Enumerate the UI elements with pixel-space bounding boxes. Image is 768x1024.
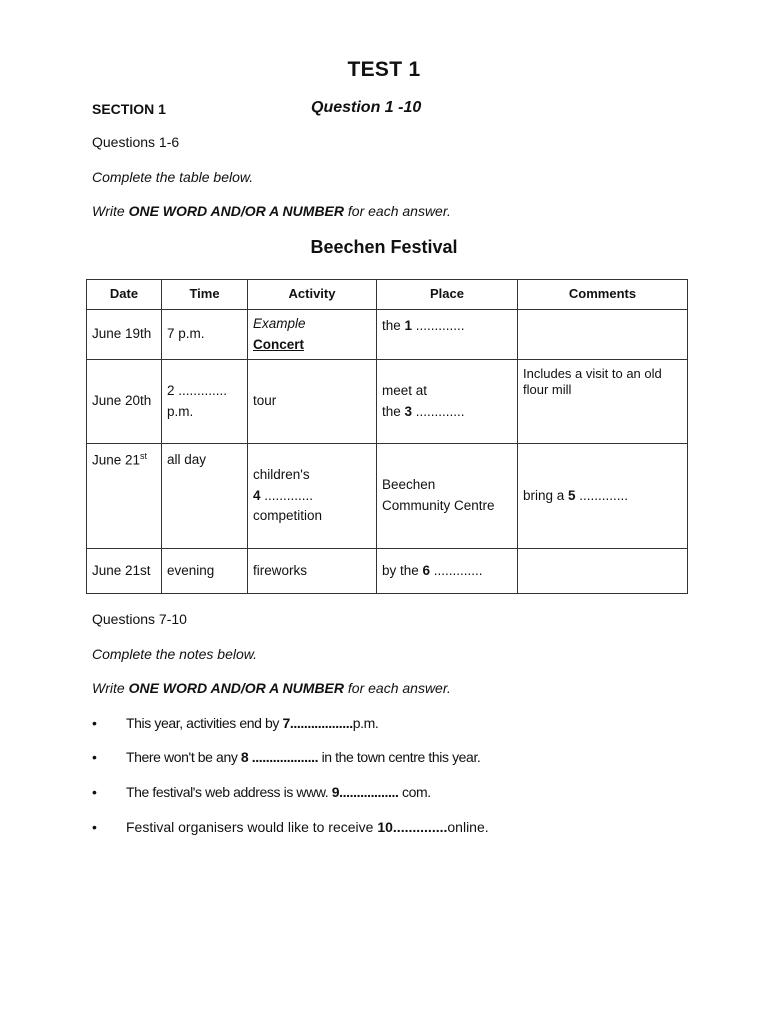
cell-time: [162, 360, 248, 444]
answer-blank-10: ..............: [392, 819, 448, 835]
bullet-icon: •: [92, 749, 97, 765]
write-bold: ONE WORD AND/OR A NUMBER: [128, 680, 344, 696]
question-number-7: 7: [282, 715, 290, 731]
answer-blank-7: ..................: [289, 715, 353, 731]
question-number-9: 9: [331, 784, 340, 800]
note-pre: Festival organisers would like to receive: [126, 819, 378, 835]
notes-instruction: Complete the notes below.: [92, 646, 257, 662]
word-limit-instruction-2: [92, 680, 451, 696]
word-limit-instruction-1: [92, 203, 451, 219]
question-number-6: 6: [422, 562, 431, 578]
cell-activity: fireworks: [248, 549, 377, 594]
answer-blank-5: .............: [575, 487, 629, 503]
cell-activity: tour: [248, 360, 377, 444]
cell-activity: [248, 444, 377, 549]
place-pre: by the: [382, 562, 423, 578]
place-pre: the: [382, 318, 405, 333]
questions-7-10-label: Questions 7-10: [92, 611, 187, 627]
cell-date: June 21st: [87, 549, 162, 594]
note-item: [92, 784, 431, 800]
cell-comments: [518, 310, 688, 360]
activity-line-3: competition: [253, 508, 323, 524]
table-title: Beechen Festival: [310, 237, 458, 257]
cell-comments: [518, 444, 688, 549]
question-number-8: 8: [240, 749, 249, 765]
answer-blank-4: .............: [260, 487, 314, 503]
cell-place: [377, 310, 518, 360]
festival-table: [86, 279, 688, 594]
activity-line-1: children's: [253, 466, 310, 482]
test-title: TEST 1: [347, 58, 421, 81]
answer-blank-9: .................: [339, 784, 399, 800]
bullet-icon: •: [92, 819, 97, 835]
section-label: SECTION 1: [92, 101, 166, 117]
question-number-1: 1: [404, 318, 413, 333]
date-main: June 21: [92, 452, 141, 468]
cell-activity: [248, 310, 377, 360]
write-post: for each answer.: [344, 680, 451, 696]
write-pre: Write: [92, 203, 129, 219]
cell-comments: [518, 549, 688, 594]
table-row: [87, 549, 688, 594]
note-item: [92, 749, 480, 765]
cell-time: 7 p.m.: [162, 310, 248, 360]
table-row: [87, 444, 688, 549]
time-suffix: p.m.: [167, 403, 194, 419]
note-post: online.: [447, 819, 489, 835]
example-label: Example: [253, 315, 306, 331]
bullet-icon: •: [92, 784, 97, 800]
note-post: p.m.: [352, 715, 379, 731]
answer-blank-3: .............: [412, 403, 465, 419]
write-bold: ONE WORD AND/OR A NUMBER: [128, 203, 344, 219]
answer-blank-2: .............: [174, 382, 228, 398]
note-pre: The festival's web address is www.: [126, 784, 332, 800]
note-item: [92, 715, 378, 731]
place-line-1: meet at: [382, 382, 428, 398]
header-time: Time: [162, 280, 248, 310]
place-line-1: Beechen: [382, 477, 436, 493]
comments-pre: bring a: [523, 487, 569, 503]
note-post: com.: [398, 784, 431, 800]
question-number-2: 2: [167, 382, 175, 398]
question-number-4: 4: [253, 487, 261, 503]
question-number-3: 3: [404, 403, 413, 419]
note-item: [92, 819, 489, 835]
example-answer: Concert: [253, 336, 305, 352]
cell-date: June 20th: [87, 360, 162, 444]
answer-blank-8: ...................: [248, 749, 319, 765]
place-pre: the: [382, 403, 405, 419]
table-row: [87, 310, 688, 360]
cell-date: June 19th: [87, 310, 162, 360]
question-number-5: 5: [568, 487, 576, 503]
header-place: Place: [377, 280, 518, 310]
date-superscript: st: [140, 451, 148, 461]
bullet-icon: •: [92, 715, 97, 731]
table-instruction: Complete the table below.: [92, 169, 254, 185]
header-date: Date: [87, 280, 162, 310]
write-pre: Write: [92, 680, 129, 696]
questions-1-6-label: Questions 1-6: [92, 134, 180, 150]
cell-time: evening: [162, 549, 248, 594]
answer-blank-1: .............: [412, 318, 465, 333]
note-post: in the town centre this year.: [318, 749, 481, 765]
answer-blank-6: .............: [430, 562, 483, 578]
place-line-2: Community Centre: [382, 498, 495, 513]
table-row: [87, 360, 688, 444]
cell-comments: Includes a visit to an old flour mill: [518, 360, 688, 444]
write-post: for each answer.: [344, 203, 451, 219]
table-header-row: [87, 280, 688, 310]
cell-place: [377, 549, 518, 594]
header-comments: Comments: [518, 280, 688, 310]
cell-time: all day: [162, 444, 248, 549]
cell-place: [377, 360, 518, 444]
header-activity: Activity: [248, 280, 377, 310]
question-range: Question 1 -10: [311, 99, 422, 116]
note-pre: There won't be any: [126, 749, 241, 765]
note-pre: This year, activities end by: [126, 715, 283, 731]
cell-date: [87, 444, 162, 549]
question-number-10: 10: [377, 819, 393, 835]
cell-place: [377, 444, 518, 549]
